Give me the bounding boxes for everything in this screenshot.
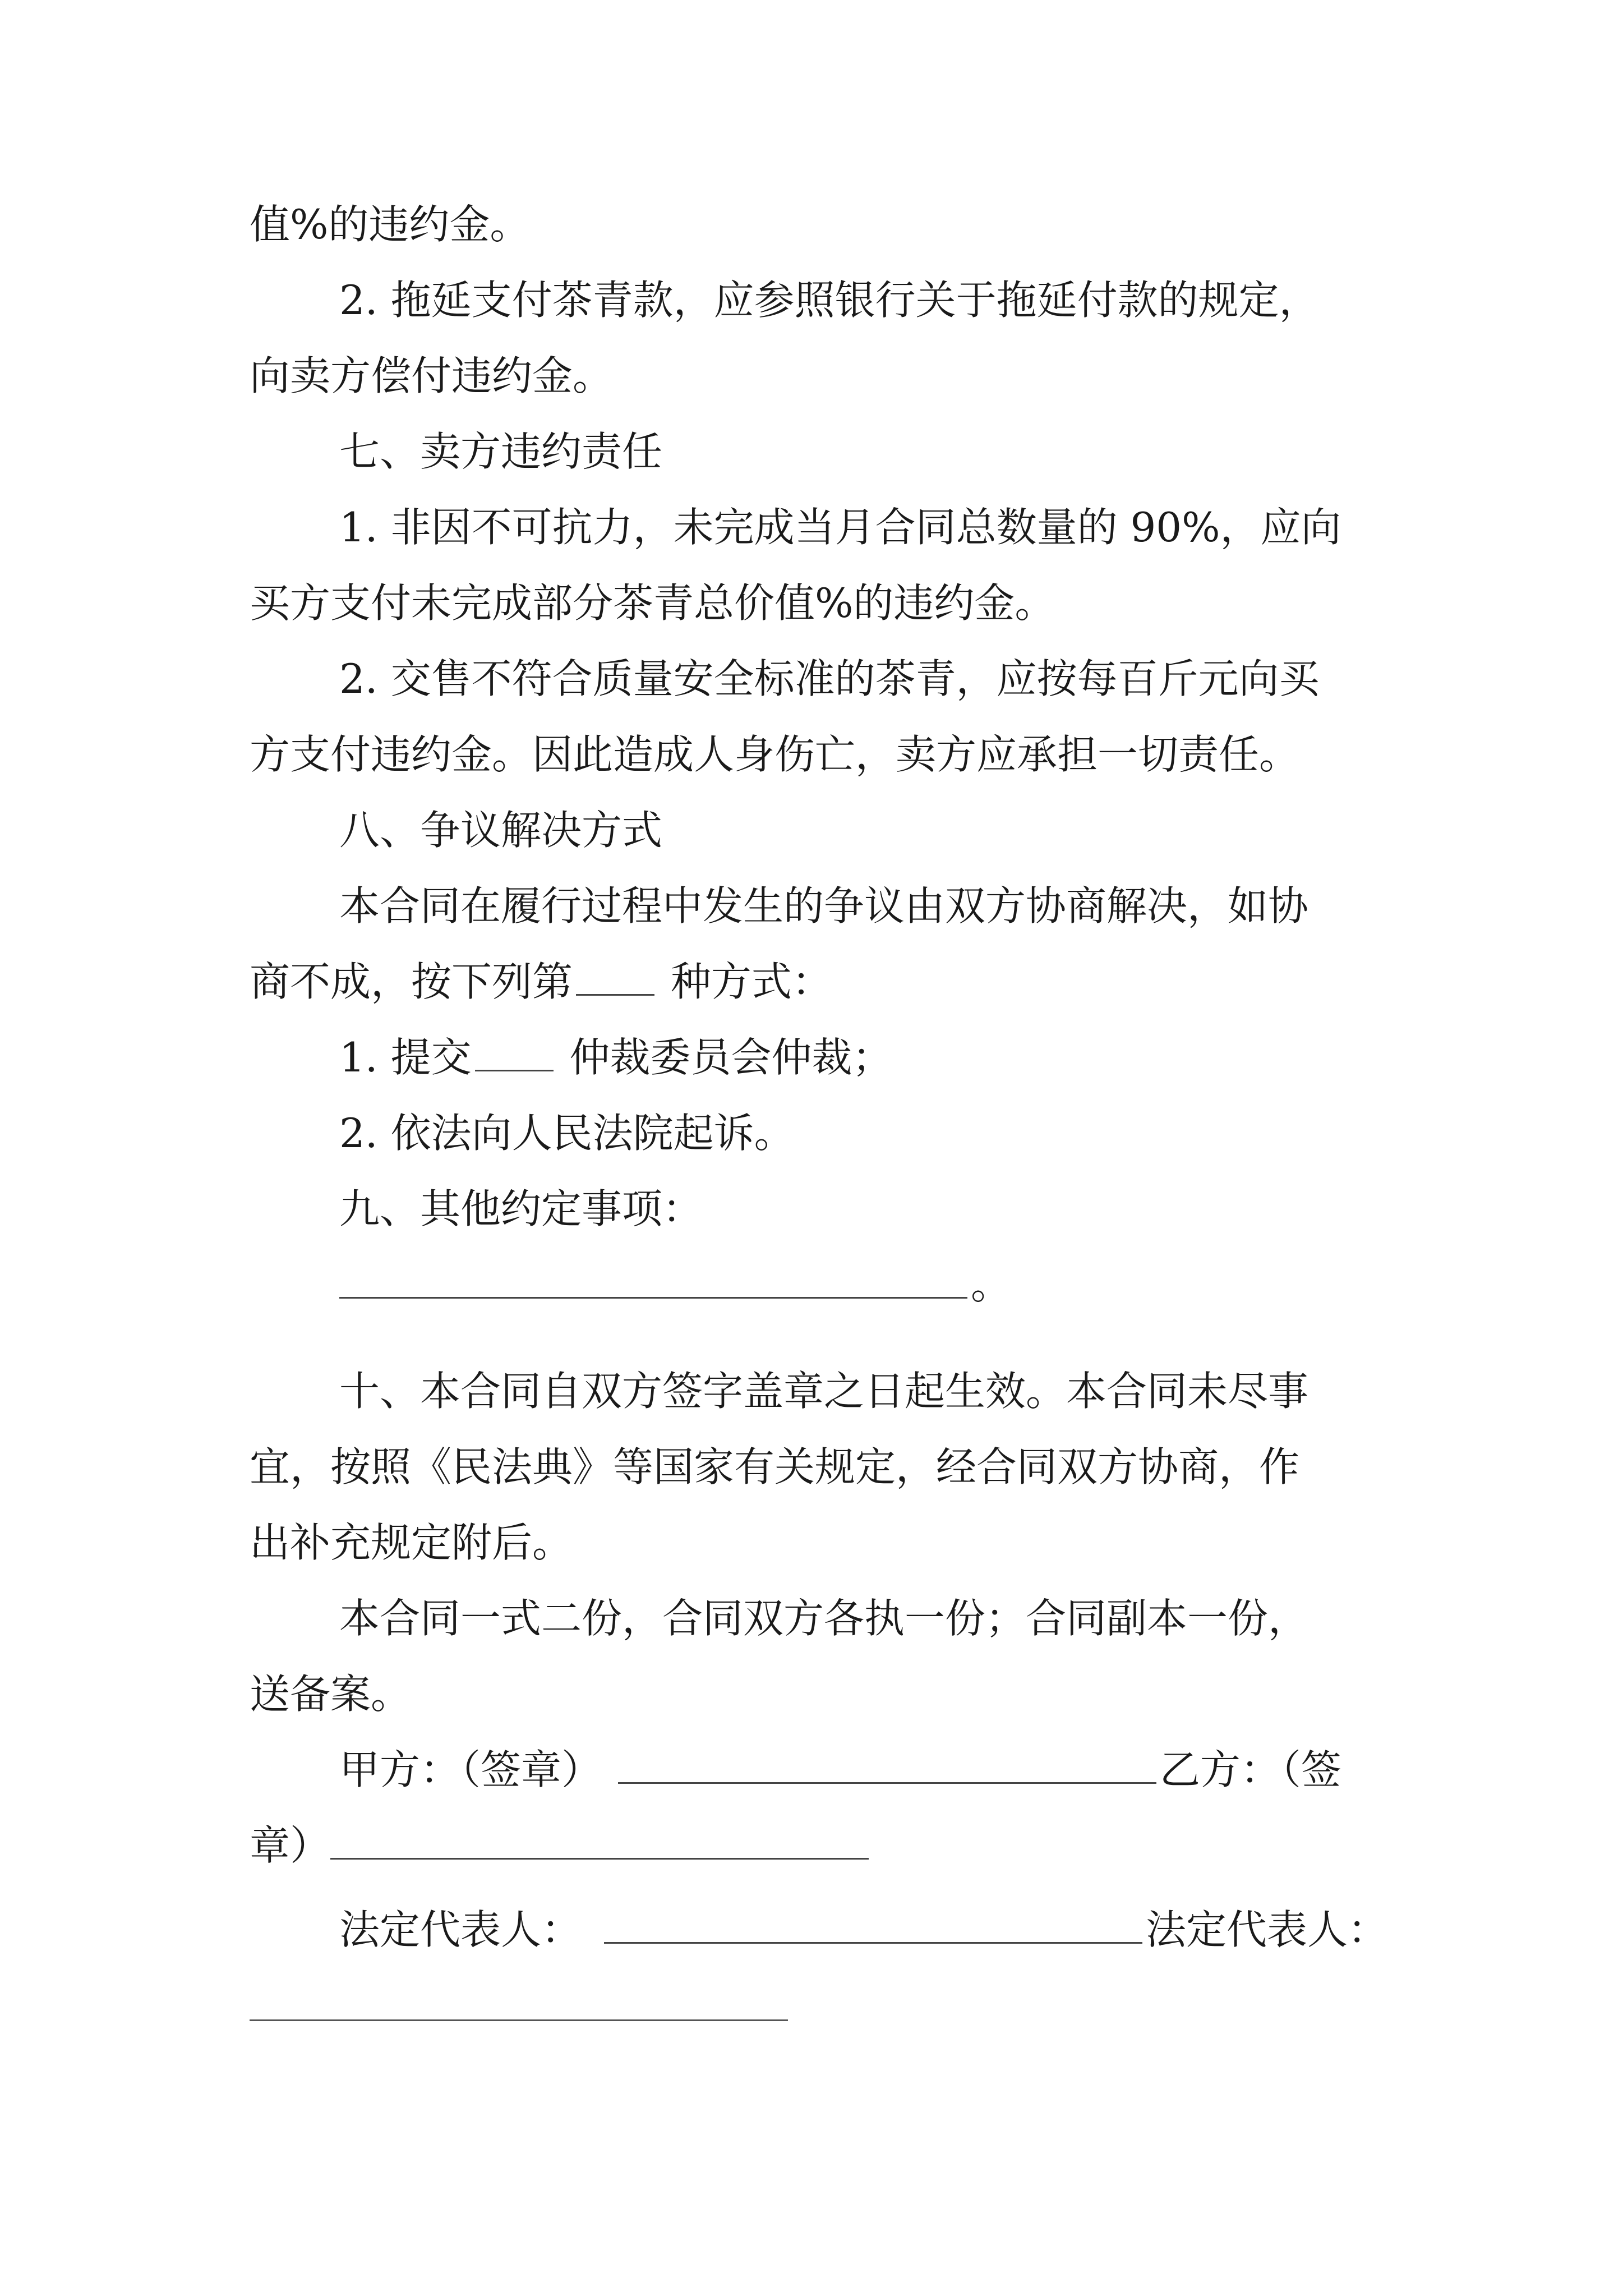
text-line (250, 1512, 573, 1573)
text-line (250, 724, 1299, 785)
paragraph-text: 本合同在履行过程中发生的争议由双方协商解决，如协 (339, 882, 1309, 930)
text-line (339, 875, 1308, 937)
paragraph-text: 商不成，按下列第 (250, 958, 573, 1005)
text-line (250, 572, 1055, 634)
paragraph-text: 宜，按照《民法典》等国家有关规定，经合同双方协商，作 (250, 1443, 1300, 1490)
text-line (339, 1102, 795, 1164)
party-b-signature-blank[interactable] (330, 1823, 869, 1860)
paragraph-text: 出补充规定附后。 (250, 1519, 573, 1566)
heading-text: 八、争议解决方式 (339, 807, 663, 854)
text-line (250, 951, 832, 1013)
paragraph-text: 买方支付未完成部分茶青总价值%的违约金。 (250, 579, 1055, 627)
representative-line (339, 1899, 1388, 1961)
representative-b-label: 法定代表人： (1146, 1906, 1389, 1953)
party-a-label: 甲方：（签章） (339, 1746, 602, 1793)
paragraph-text: 1. 提交 (339, 1034, 472, 1081)
party-b-label: 乙方：（签 (1159, 1746, 1341, 1793)
paragraph-text: 值%的违约金。 (250, 201, 531, 248)
text-line (339, 1027, 893, 1088)
paragraph-text: 送备案。 (250, 1671, 412, 1718)
fill-in-blank[interactable] (339, 1262, 967, 1299)
paragraph-text: 2. 拖延支付茶青款，应参照银行关于拖延付款的规定， (339, 277, 1320, 324)
text-line (339, 1360, 1308, 1422)
text-line (250, 345, 613, 407)
paragraph-text: 方支付违约金。因此造成人身伤亡，卖方应承担一切责任。 (250, 731, 1300, 778)
paragraph-text: 2. 交售不符合质量安全标准的茶青，应按每百斤元向买 (339, 655, 1320, 702)
section-heading (339, 421, 662, 482)
text-line (250, 1663, 411, 1725)
representative-a-label: 法定代表人： (339, 1906, 582, 1953)
fill-in-blank[interactable] (475, 1035, 554, 1071)
paragraph-text: 1. 非因不可抗力，未完成当月合同总数量的 90%，应向 (339, 504, 1341, 551)
paragraph-text: 向卖方偿付违约金。 (250, 352, 614, 399)
text-line (250, 1436, 1299, 1498)
text-line (339, 1254, 1011, 1315)
heading-text: 九、其他约定事项： (339, 1185, 703, 1232)
paragraph-text: 十、本合同自双方签字盖章之日起生效。本合同未尽事 (339, 1368, 1309, 1415)
paragraph-text: 章） (250, 1822, 331, 1869)
representative-a-blank[interactable] (604, 1907, 1142, 1944)
paragraph-text: 2. 依法向人民法院起诉。 (339, 1110, 795, 1157)
text-line (339, 648, 1320, 710)
section-heading (339, 799, 662, 861)
text-line (339, 269, 1320, 331)
heading-text: 七、卖方违约责任 (339, 428, 663, 475)
fill-in-blank[interactable] (576, 959, 654, 996)
paragraph-text: 种方式： (670, 958, 832, 1005)
section-heading (339, 1178, 703, 1240)
representative-b-blank[interactable] (250, 2019, 788, 2021)
text-line (339, 1588, 1308, 1649)
paragraph-text: 本合同一式二份，合同双方各执一份；合同副本一份， (339, 1595, 1309, 1642)
paragraph-text: 。 (971, 1261, 1012, 1308)
party-a-signature-blank[interactable] (618, 1747, 1156, 1784)
text-line (339, 496, 1341, 558)
text-line (250, 194, 530, 255)
signature-line (250, 1815, 872, 1876)
signature-line (339, 1739, 1341, 1801)
paragraph-text: 仲裁委员会仲裁； (569, 1034, 893, 1081)
